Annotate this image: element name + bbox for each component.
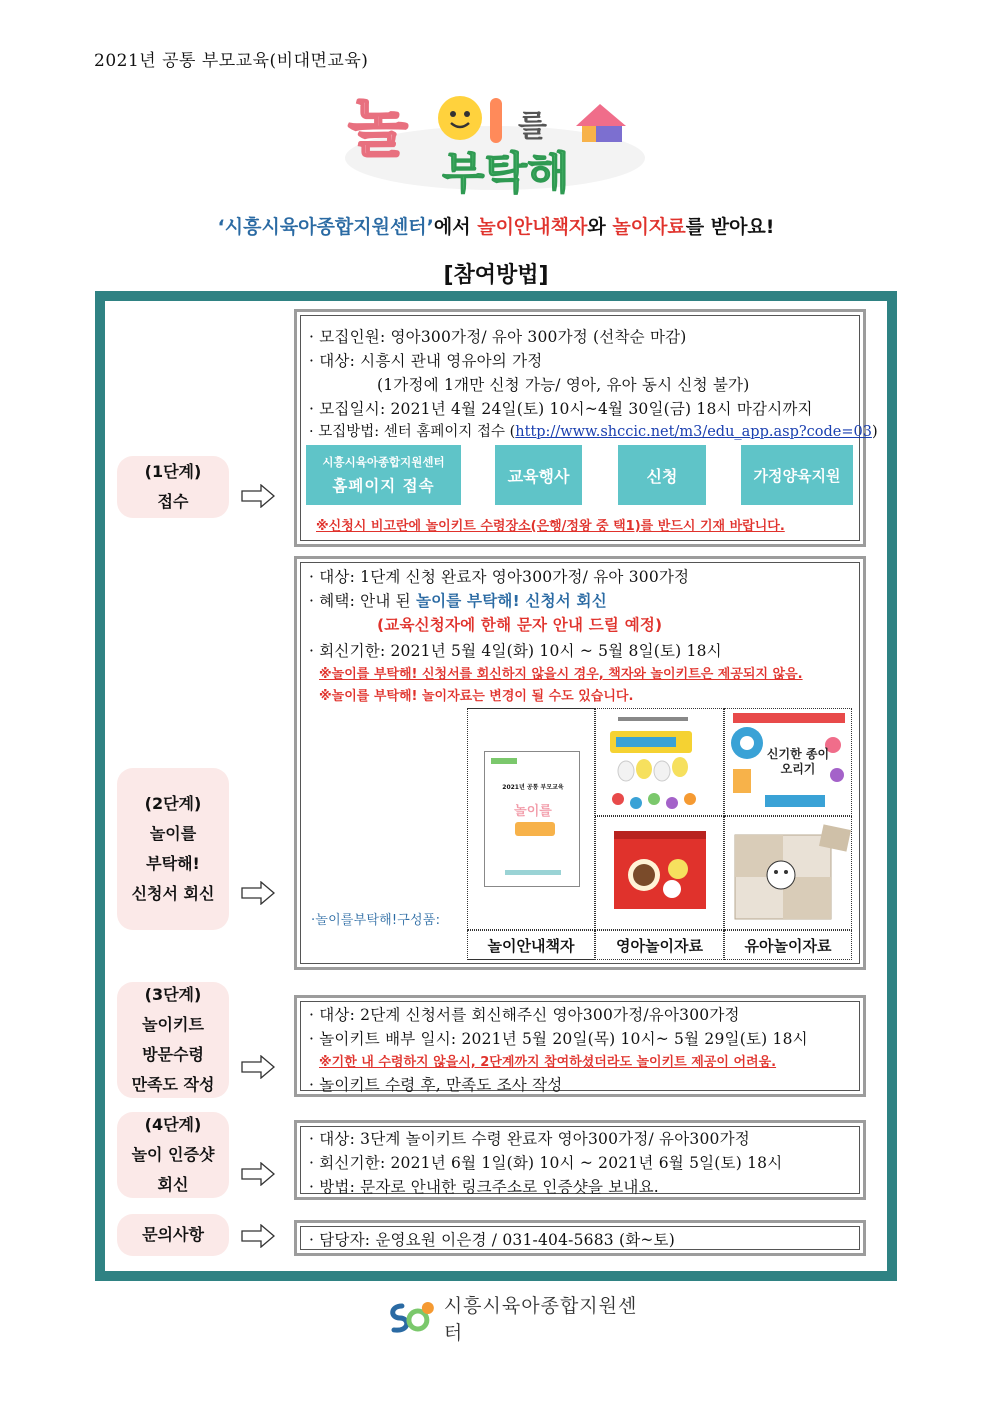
- headline-text-2: 와: [587, 216, 613, 238]
- event-logo: [330, 88, 660, 198]
- step2-line2-highlight: 놀이를 부탁해! 신청서 회신: [415, 592, 607, 610]
- contact-label: 문의사항: [117, 1214, 229, 1256]
- step4-label-line2: 놀이 인증샷: [131, 1145, 215, 1164]
- infant-toy-eggs-image: [595, 708, 724, 816]
- step1-line5-prefix: · 모집방법: 센터 홈페이지 접수 (: [309, 424, 516, 440]
- step2-line3: (교육신청자에 한해 문자 안내 드릴 예정): [377, 616, 663, 634]
- egg-toy-graphic: [596, 709, 724, 816]
- caption-infant-materials: 영아놀이자료: [595, 930, 724, 960]
- step1-label-line2: 접수: [157, 492, 189, 511]
- step2-label: [117, 768, 229, 930]
- step4-label-line3: 회신: [157, 1175, 189, 1194]
- step3-label-line4: 만족도 작성: [131, 1075, 215, 1094]
- step3-label-line2: 놀이키트: [142, 1015, 204, 1034]
- step3-label: [117, 982, 229, 1098]
- step3-line3: · 놀이키트 수령 후, 만족도 조사 작성: [309, 1076, 563, 1094]
- contact-arrow-icon: [241, 1224, 275, 1248]
- logo-char-reul: 를: [518, 109, 547, 144]
- step1-line5-suffix: ): [871, 424, 878, 440]
- step1-box: [294, 309, 878, 547]
- logo-char-nol: 놀: [348, 92, 408, 165]
- puzzle-image: [724, 816, 852, 930]
- step2-line4: · 회신기한: 2021년 5월 4일(화) 10시 ~ 5월 8일(토) 18시: [309, 642, 722, 660]
- step3-line1: · 대상: 2단계 신청서를 회신해주신 영아300가정/유아300가정: [309, 1006, 740, 1024]
- step3-arrow-icon: [241, 1055, 275, 1079]
- headline: [0, 212, 992, 239]
- step2-line2-prefix: · 혜택: 안내 된: [309, 592, 416, 610]
- kit-box-graphic: [596, 817, 724, 930]
- step4-arrow-icon: [241, 1162, 275, 1186]
- paper-cutting-book-image: [724, 708, 852, 816]
- caption-booklet: 놀이안내책자: [467, 930, 595, 960]
- contact-line1: · 담당자: 운영요원 이은경 / 031-404-5683 (화~토): [309, 1231, 675, 1249]
- step2-arrow-icon: [241, 881, 275, 905]
- step1-line5: [309, 420, 878, 441]
- apply-button[interactable]: 신청: [618, 445, 706, 505]
- step1-line1: · 모집인원: 영아300가정/ 유아 300가정 (선착순 마감): [309, 328, 687, 346]
- step3-label-line1: (3단계): [144, 985, 202, 1004]
- step4-line3: · 방법: 문자로 안내한 링크주소로 인증샷을 보내요.: [309, 1178, 659, 1196]
- step1-line3: (1가정에 1개만 신청 가능/ 영아, 유아 동시 신청 불가): [377, 376, 750, 394]
- logo-smiley-icon: [438, 96, 482, 140]
- step3-label-line3: 방문수령: [142, 1045, 204, 1064]
- step1-note: ※신청시 비고란에 놀이키트 수령장소(은행/정왕 중 택1)를 반드시 기재 바랍니다.: [316, 519, 785, 534]
- registration-link[interactable]: http://www.shccic.net/m3/edu_app.asp?code=03: [515, 424, 872, 440]
- homepage-button-bottom: 홈페이지 접속: [332, 477, 435, 495]
- house-icon: [576, 104, 626, 126]
- step1-label: [117, 456, 229, 518]
- headline-text-1: 에서: [433, 216, 478, 238]
- center-logo-icon: [386, 1300, 436, 1336]
- booklet-title: 2021년 공통 부모교육: [502, 784, 564, 791]
- headline-materials: 놀이자료: [612, 216, 686, 238]
- paper-book-title: 신기한 종이 오리기: [766, 747, 830, 776]
- logo-line2: 부탁해: [442, 148, 570, 198]
- logo-graphic: [330, 88, 660, 198]
- footer: [386, 1295, 656, 1344]
- step4-line2: · 회신기한: 2021년 6월 1일(화) 10시 ~ 2021년 6월 5일(토) 18시: [309, 1154, 783, 1172]
- step1-line2: · 대상: 시흥시 관내 영유아의 가정: [309, 352, 543, 370]
- step2-label-line4: 신청서 회신: [131, 884, 215, 903]
- step3-box: [294, 995, 866, 1097]
- step2-label-line2: 놀이를: [149, 824, 197, 843]
- homepage-button-top: 시흥시육아종합지원센터: [322, 455, 445, 469]
- step2-label-line3: 부탁해!: [146, 854, 200, 873]
- step1-arrow-icon: [241, 484, 275, 508]
- step2-note1: ※놀이를 부탁해! 신청서를 회신하지 않을시 경우, 책자와 놀이키트은 제공되지 않음.: [319, 667, 803, 682]
- headline-booklet: 놀이안내책자: [477, 216, 588, 238]
- top-caption: 2021년 공통 부모교육(비대면교육): [94, 51, 369, 71]
- step4-line1: · 대상: 3단계 놀이키트 수령 완료자 영아300가정/ 유아300가정: [309, 1130, 750, 1148]
- components-label: ·놀이를부탁해!구성품:: [311, 913, 441, 928]
- step3-note: ※기한 내 수령하지 않을시, 2단계까지 참여하셨더라도 놀이키트 제공이 어려움.: [319, 1055, 777, 1070]
- step1-line4: · 모집일시: 2021년 4월 24일(토) 10시~4월 30일(금) 18시 마감시까지: [309, 400, 813, 418]
- booklet-image: [467, 708, 595, 930]
- step4-label: [117, 1112, 229, 1198]
- booklet-logo: 놀이를: [514, 804, 552, 819]
- step4-box: [294, 1120, 866, 1200]
- puzzle-graphic: [725, 817, 852, 930]
- step2-note2: ※놀이를 부탁해! 놀이자료는 변경이 될 수도 있습니다.: [319, 689, 634, 704]
- section-title: [참여방법]: [443, 263, 549, 288]
- caption-toddler-materials: 유아놀이자료: [724, 930, 852, 960]
- edu-event-button[interactable]: 교육행사: [495, 445, 582, 505]
- family-support-button[interactable]: 가정양육지원: [741, 445, 853, 505]
- headline-text-3: 를 받아요!: [685, 216, 775, 238]
- step3-line2: · 놀이키트 배부 일시: 2021년 5월 20일(목) 10시~ 5월 29일(토) 18시: [309, 1030, 808, 1048]
- infant-kit-box-image: [595, 816, 724, 930]
- contact-box: [294, 1220, 866, 1256]
- headline-center-name: ‘시흥시육아종합지원센터’: [217, 216, 434, 238]
- step1-label-line1: (1단계): [144, 462, 202, 481]
- step4-label-line1: (4단계): [144, 1115, 202, 1134]
- step2-line1: · 대상: 1단계 신청 완료자 영아300가정/ 유아 300가정: [309, 568, 690, 586]
- step2-label-line1: (2단계): [144, 794, 202, 813]
- homepage-button[interactable]: [306, 445, 461, 505]
- footer-org-name: 시흥시육아종합지원센터: [443, 1295, 638, 1344]
- step2-line2: [309, 589, 607, 611]
